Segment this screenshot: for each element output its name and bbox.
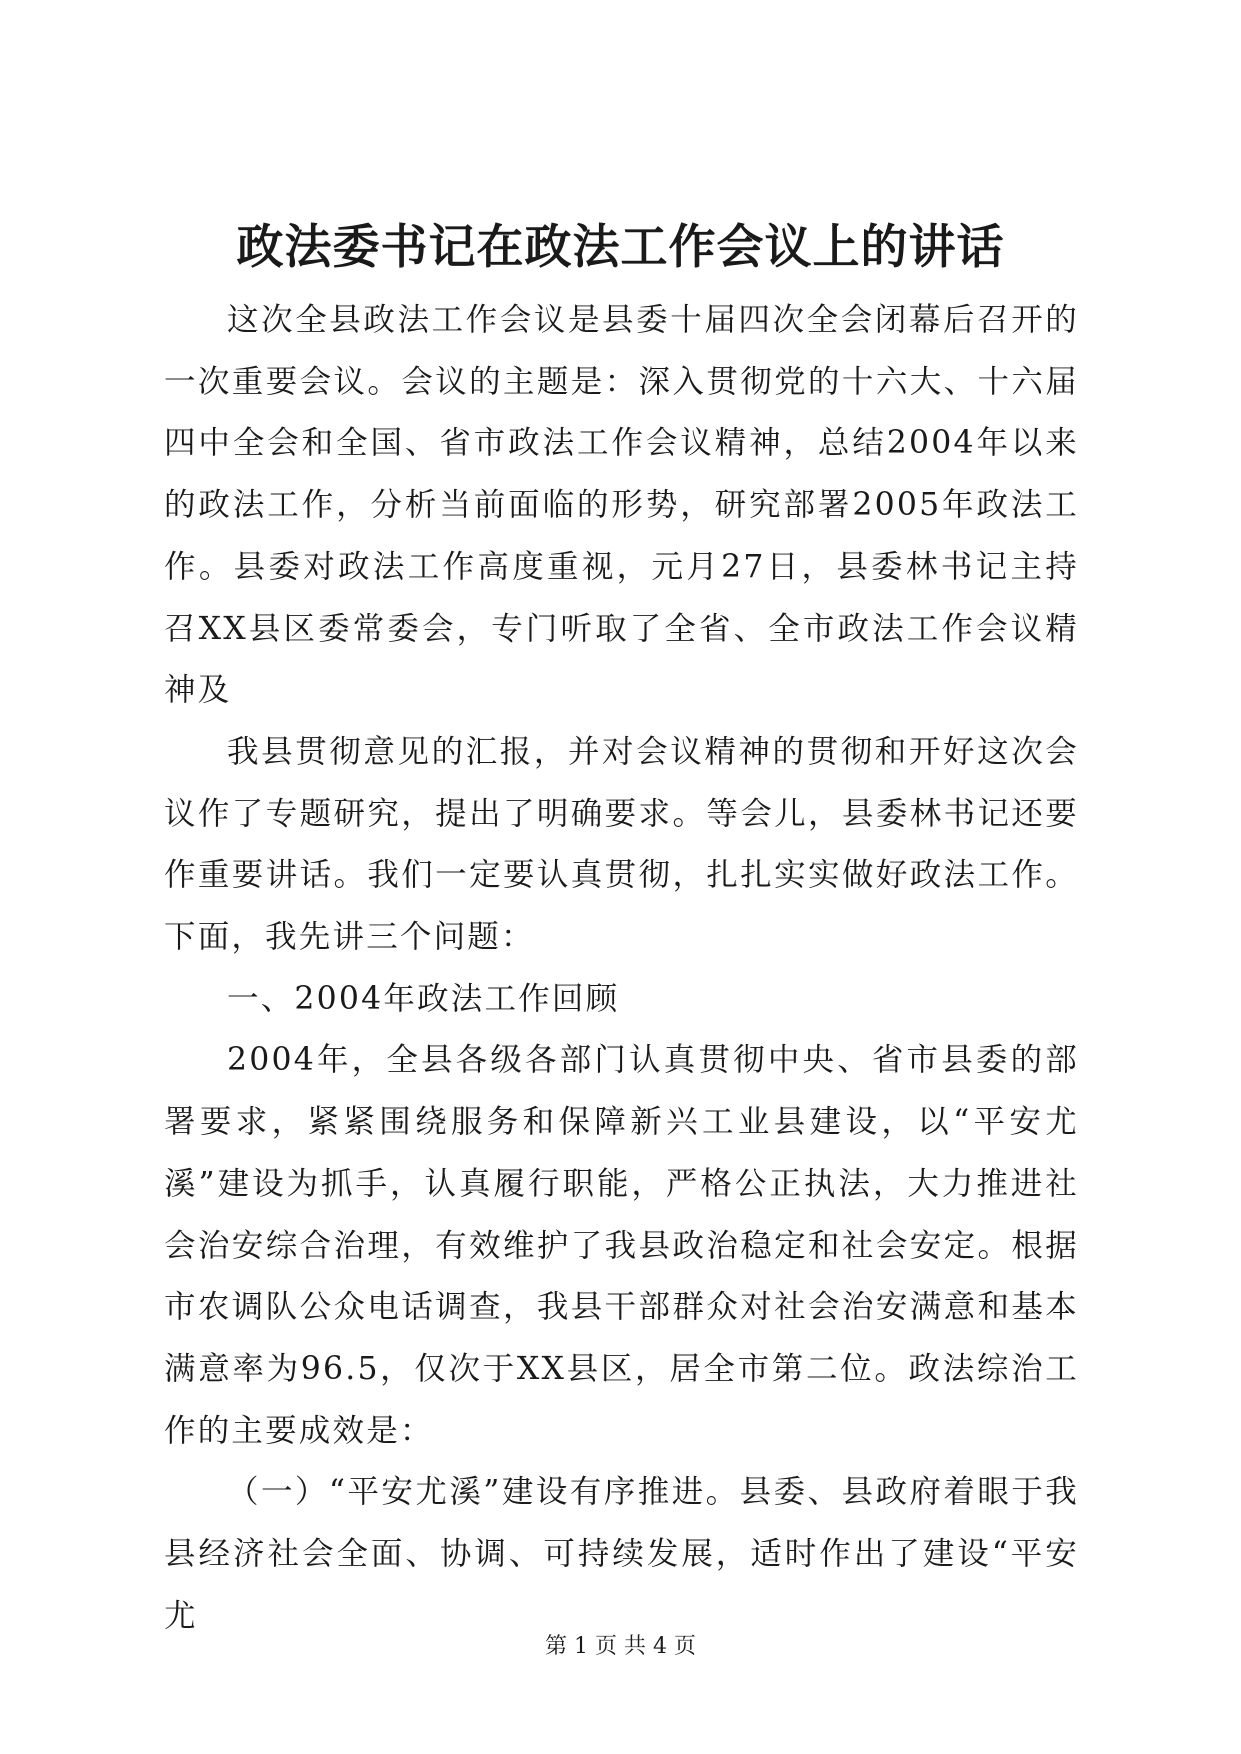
page-number-footer: 第 1 页 共 4 页	[545, 1634, 696, 1659]
section-heading-1: 一、2004年政法工作回顾	[227, 980, 620, 1017]
document-body	[164, 290, 1079, 1647]
document-title: 政法委书记在政法工作会议上的讲话	[236, 220, 1005, 275]
paragraph-1: 这次全县政法工作会议是县委十届四次全会闭幕后召开的一次重要会议。会议的主题是：深入贯彻党的十六大、十六届四中全会和全国、省市政法工作会议精神，总结2004年以来的政法工作，分析当前面临的形势，研究部署2005年政法工作。县委对政法工作高度重视，元月27日，县委林书记主持召XX县区委常委会，专门听取了全省、全市政法工作会议精神及	[164, 302, 1079, 709]
paragraph-4: （一）“平安尤溪”建设有序推进。县委、县政府着眼于我县经济社会全面、协调、可持续发展，适时作出了建设“平安尤	[164, 1474, 1079, 1634]
paragraph-2: 我县贯彻意见的汇报，并对会议精神的贯彻和开好这次会议作了专题研究，提出了明确要求。等会儿，县委林书记还要作重要讲话。我们一定要认真贯彻，扎扎实实做好政法工作。下面，我先讲三个问题：	[164, 733, 1079, 956]
paragraph-3: 2004年，全县各级各部门认真贯彻中央、省市县委的部署要求，紧紧围绕服务和保障新兴工业县建设，以“平安尤溪”建设为抓手，认真履行职能，严格公正执法，大力推进社会治安综合治理，有效维护了我县政治稳定和社会安定。根据市农调队公众电话调查，我县干部群众对社会治安满意和基本满意率为96.5，仅次于XX县区，居全市第二位。政法综治工作的主要成效是：	[164, 1042, 1079, 1449]
